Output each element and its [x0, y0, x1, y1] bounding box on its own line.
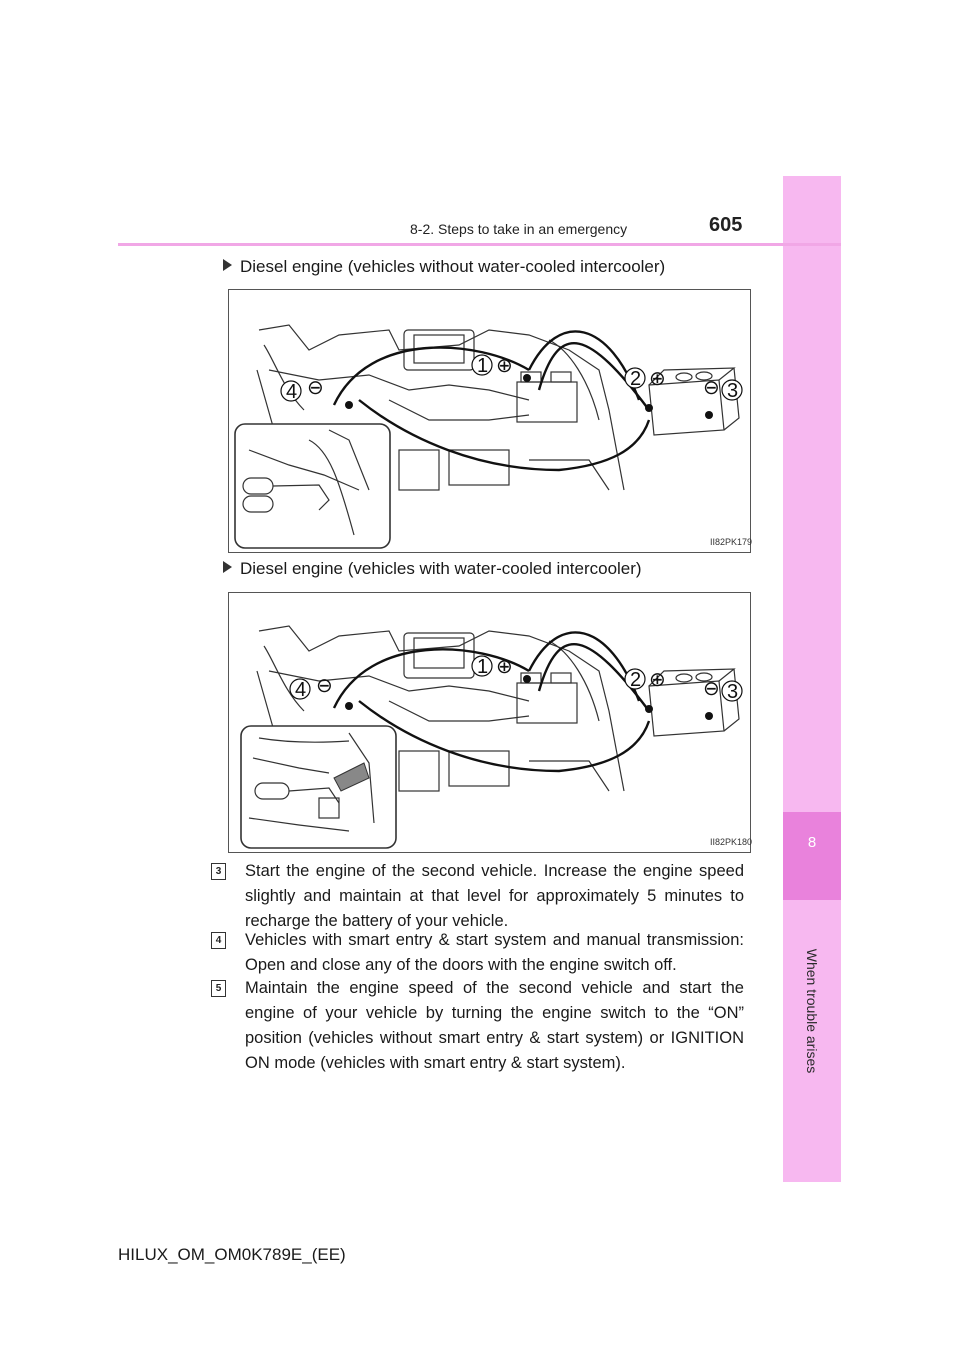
figure-1-caption: Diesel engine (vehicles without water-cooled intercooler)	[223, 257, 665, 277]
step-3	[216, 859, 744, 934]
step-text: Start the engine of the second vehicle. Increase the engine speed slightly and maintain at that level for approximately 5 minutes to recharge the battery of your vehicle.	[245, 862, 744, 930]
jump-start-illustration	[229, 593, 753, 852]
figure-2-code: II82PK180	[710, 837, 753, 847]
step-4	[216, 928, 744, 978]
header-divider	[118, 243, 841, 246]
svg-text:⊖: ⊖	[307, 377, 324, 399]
callout-2: 2	[630, 669, 642, 691]
callout-3: 3	[727, 380, 739, 402]
figure-2-diesel-with-intercooler	[228, 592, 751, 853]
step-number-badge: 4	[211, 932, 226, 949]
section-title: 8-2. Steps to take in an emergency	[410, 221, 628, 237]
jump-start-illustration	[229, 290, 753, 552]
svg-text:⊕: ⊕	[496, 656, 513, 678]
figure-1-diesel-without-intercooler	[228, 289, 751, 553]
callout-3: 3	[727, 681, 739, 703]
page-number: 605	[709, 214, 743, 236]
callout-4: 4	[286, 381, 298, 403]
svg-text:⊖: ⊖	[316, 675, 333, 697]
svg-text:⊖: ⊖	[703, 377, 720, 399]
chapter-number: 8	[807, 834, 817, 851]
step-5	[216, 976, 744, 1076]
chapter-number-box	[783, 812, 841, 900]
svg-text:⊕: ⊕	[496, 355, 513, 377]
svg-text:⊕: ⊕	[649, 368, 666, 390]
step-number-badge: 3	[211, 863, 226, 880]
chapter-side-tab	[783, 176, 841, 1182]
bullet-triangle-icon	[223, 259, 232, 271]
chapter-title: When trouble arises	[804, 948, 820, 1074]
document-code: HILUX_OM_OM0K789E_(EE)	[118, 1245, 346, 1264]
svg-text:⊖: ⊖	[703, 678, 720, 700]
callout-4: 4	[295, 679, 307, 701]
step-number-badge: 5	[211, 980, 226, 997]
bullet-triangle-icon	[223, 561, 232, 573]
figure-2-caption: Diesel engine (vehicles with water-cooled intercooler)	[223, 559, 642, 579]
step-text: Vehicles with smart entry & start system and manual transmission: Open and close any of the doors with the engine switch off.	[245, 931, 744, 974]
callout-1: 1	[477, 355, 489, 377]
figure-1-code: II82PK179	[710, 537, 753, 547]
svg-text:⊕: ⊕	[649, 669, 666, 691]
step-text: Maintain the engine speed of the second vehicle and start the engine of your vehicle by turning the engine switch to the “ON” position (vehicles without smart entry & start system) or IGNITION ON mode (vehicles with smart entry & start system).	[245, 979, 744, 1072]
callout-1: 1	[477, 656, 489, 678]
callout-2: 2	[630, 368, 642, 390]
